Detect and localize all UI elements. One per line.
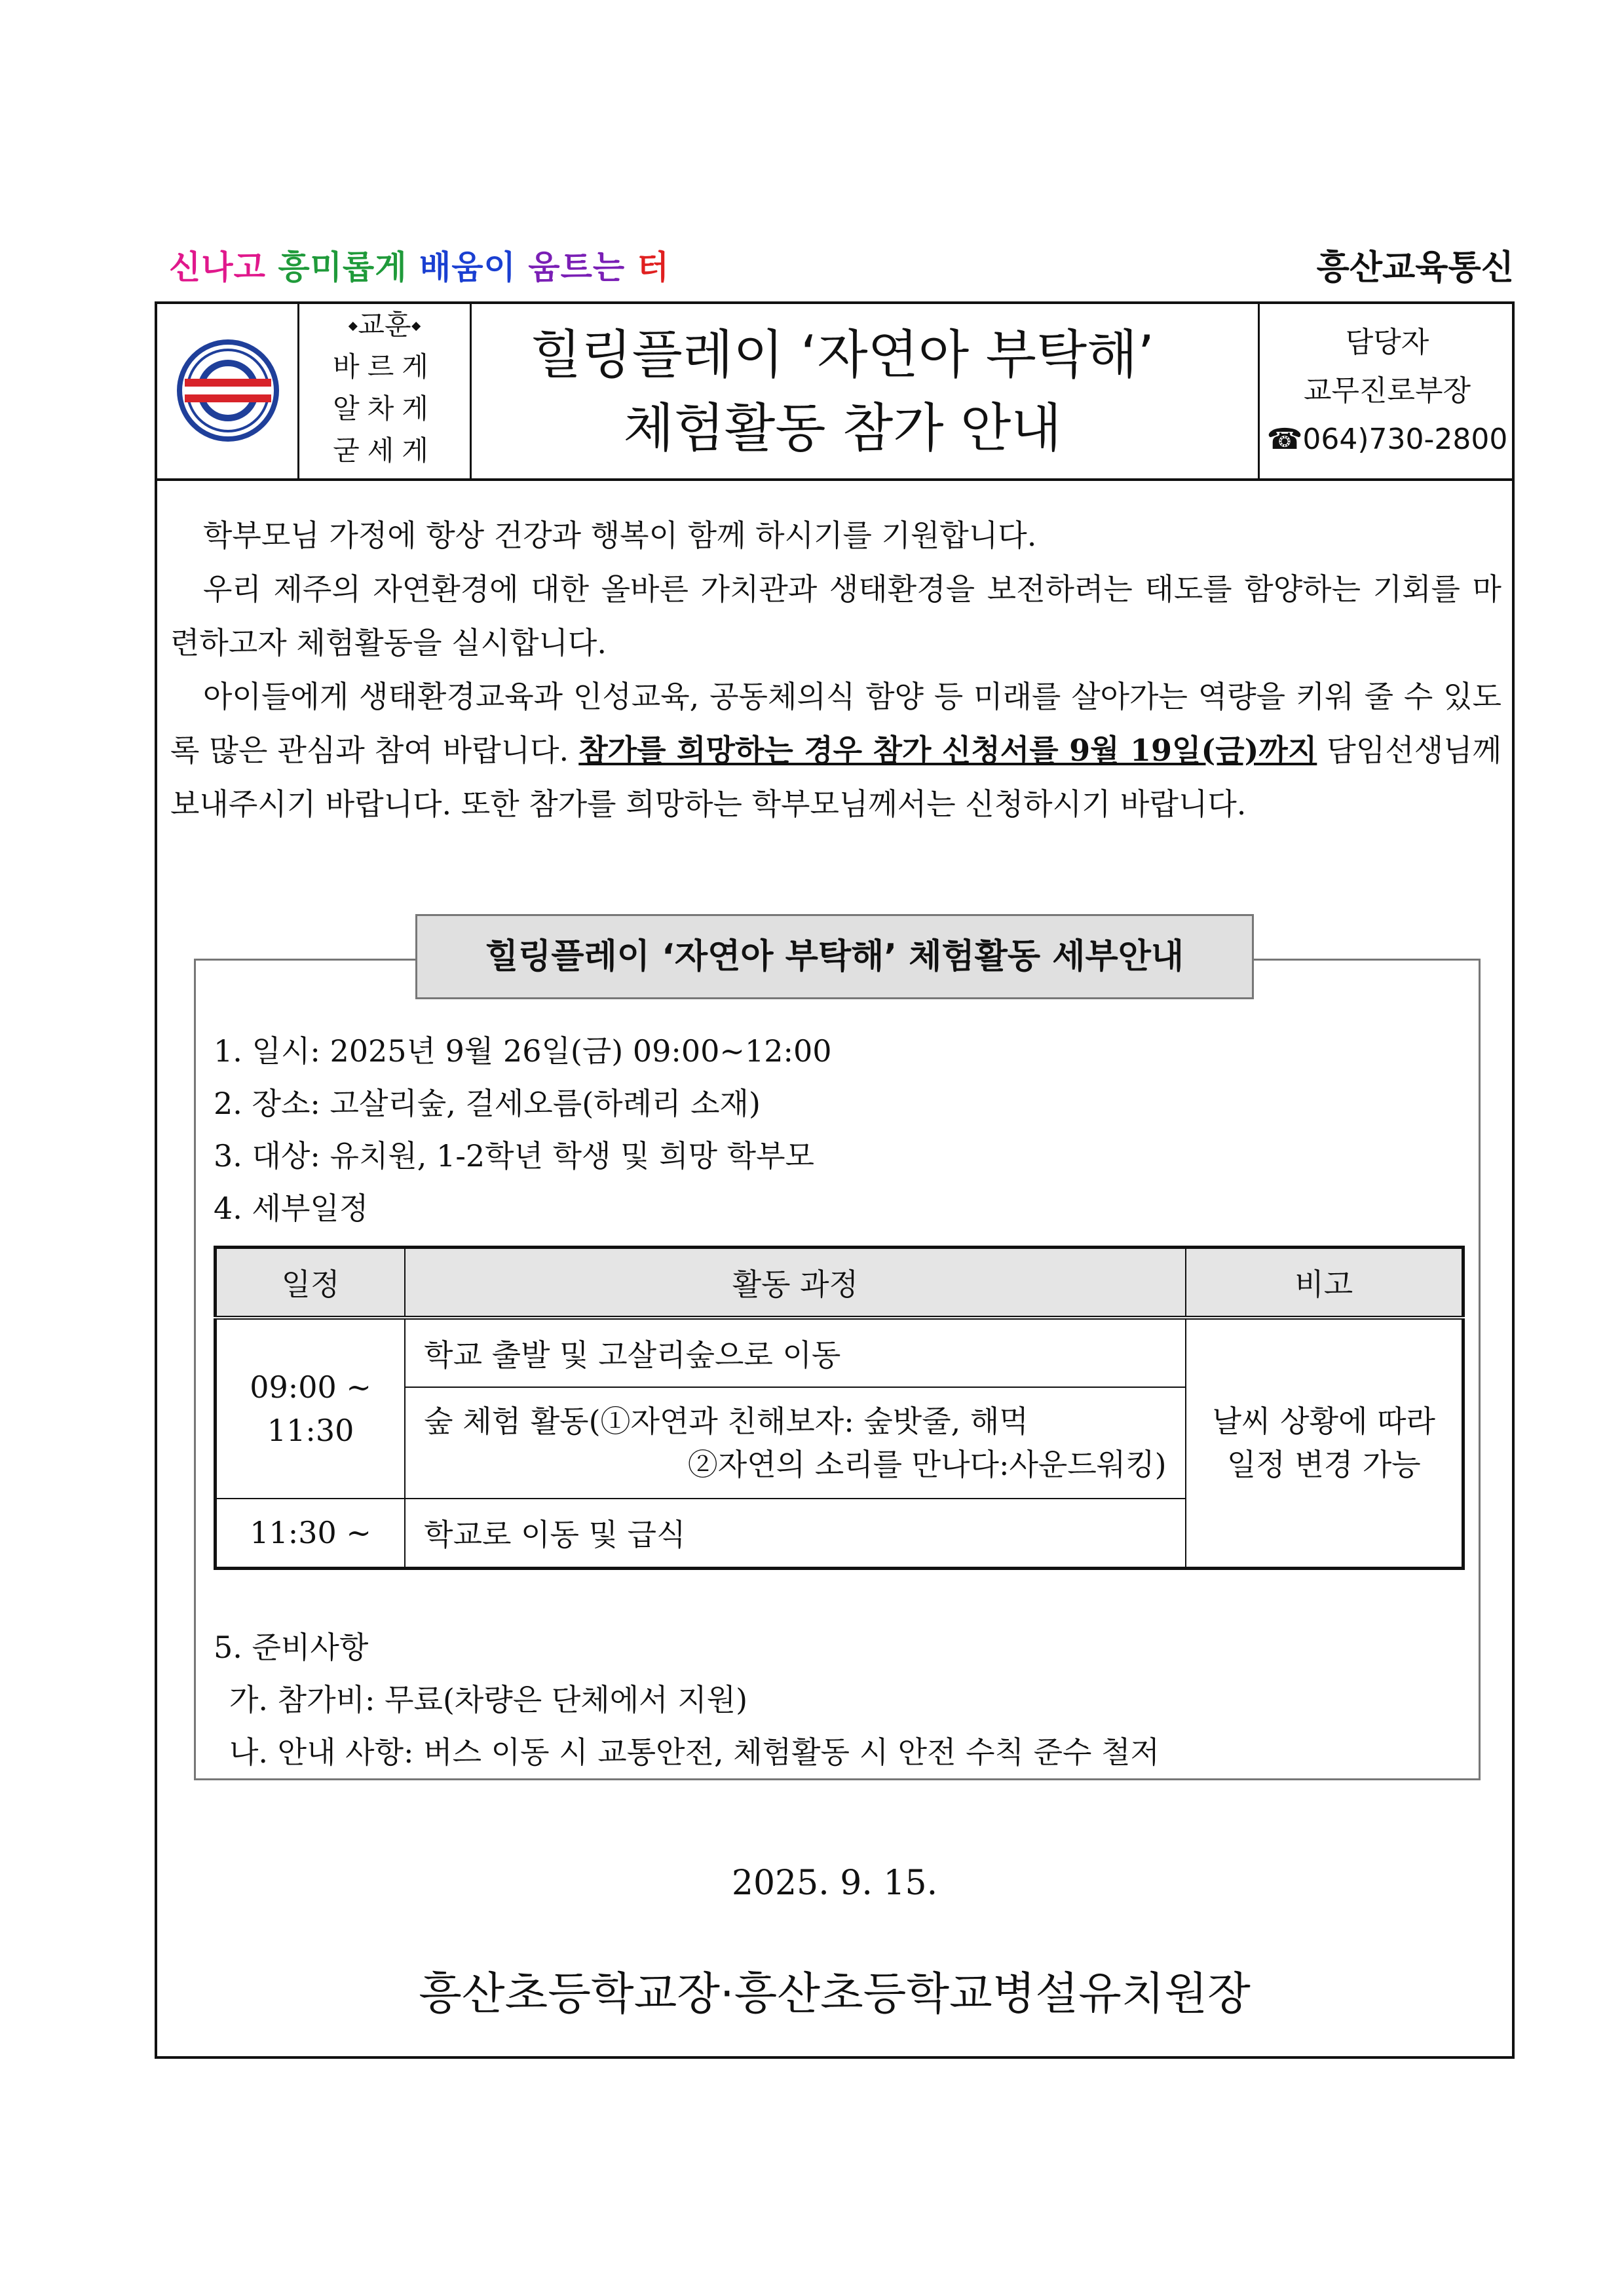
motto-line-2: 알차게 [333, 392, 436, 425]
notice-title [472, 304, 1213, 478]
activity-cell: 학교 출발 및 고살리숲으로 이동 [405, 1318, 1185, 1387]
notice-date: 2025. 9. 15. [731, 1864, 938, 1903]
publication-name: 흥산교육통신 [1316, 248, 1514, 288]
header-activity: 활동 과정 [405, 1248, 1185, 1318]
slogan-word-3: 배움이 [419, 248, 516, 286]
contact-role: 교무진로부장 [1303, 374, 1471, 408]
detail-date: 1. 일시: 2025년 9월 26일(금) 09:00~12:00 [214, 1033, 832, 1069]
slogan-word-4: 움트는 [528, 248, 626, 286]
body-paragraph-3: 아이들에게 생태환경교육과 인성교육, 공동체의식 함양 등 미래를 살아가는 역량을 키워 줄 수 있도록 많은 관심과 참여 바랍니다. 참가를 희망하는 경우 참가 신청서를 9월 19일(금)까지 담임선생님께 보내주시기 바랍니다. 또한 참가를 희망하는 학부모님께서는 신청하시기 바랍니다. [170, 679, 1502, 822]
motto-line-3: 굳세게 [333, 434, 436, 467]
notice-frame [155, 301, 1515, 2059]
deadline-emphasis: 참가를 희망하는 경우 참가 신청서를 9월 19일(금)까지 [578, 733, 1317, 768]
slogan-word-1: 신나고 [169, 248, 266, 286]
details-title: 힐링플레이 ‘자연아 부탁해’ 체험활동 세부안내 [415, 914, 1254, 999]
preparation-fee: 가. 참가비: 무료(차량은 단체에서 지원) [229, 1682, 748, 1717]
detail-target: 3. 대상: 유치원, 1-2학년 학생 및 희망 학부모 [214, 1138, 814, 1174]
title-line-1: 힐링플레이 ‘자연아 부탁해’ [531, 324, 1154, 385]
preparation-section [214, 1621, 1160, 1778]
table-row [216, 1318, 1463, 1387]
table-header-row [216, 1248, 1463, 1318]
motto-heading: ⬩교훈⬩ [348, 309, 421, 341]
header-time: 일정 [216, 1248, 406, 1318]
activity-cell: 숲 체험 활동(①자연과 친해보자: 숲밧줄, 해먹 ②자연의 소리를 만나다:사운드워킹) [405, 1387, 1185, 1499]
motto-line-1: 바르게 [333, 351, 436, 383]
school-slogan [169, 241, 670, 288]
detail-place: 2. 장소: 고살리숲, 걸세오름(하례리 소재) [214, 1086, 761, 1121]
activity-cell: 학교로 이동 및 급식 [405, 1499, 1185, 1568]
notice-header [157, 304, 1512, 481]
title-line-2: 체험활동 참가 안내 [623, 398, 1062, 459]
details-list [214, 1025, 832, 1234]
preparation-heading: 5. 준비사항 [214, 1630, 369, 1665]
detail-schedule-heading: 4. 세부일정 [214, 1191, 369, 1226]
slogan-word-2: 흥미롭게 [278, 248, 407, 286]
body-paragraph-1: 학부모님 가정에 항상 건강과 행복이 함께 하시기를 기원합니다. [203, 518, 1037, 553]
time-cell-1: 09:00 ~ 11:30 [216, 1318, 406, 1499]
contact-label: 담당자 [1345, 326, 1429, 359]
contact-box [1258, 304, 1515, 478]
note-cell: 날씨 상황에 따라 일정 변경 가능 [1186, 1318, 1463, 1568]
notice-body [170, 508, 1501, 831]
preparation-safety: 나. 안내 사항: 버스 이동 시 교통안전, 체험활동 시 안전 수칙 준수 철저 [229, 1734, 1160, 1770]
schedule-table [214, 1246, 1465, 1570]
time-cell-2: 11:30 ~ [216, 1499, 406, 1568]
body-paragraph-2: 우리 제주의 자연환경에 대한 올바른 가치관과 생태환경을 보전하려는 태도를 함양하는 기회를 마련하고자 체험활동을 실시합니다. [170, 571, 1501, 660]
school-motto-box [297, 304, 472, 478]
school-logo-icon [176, 338, 280, 443]
signer-name: 흥산초등학교장·흥산초등학교병설유치원장 [419, 1968, 1251, 2020]
slogan-word-5: 터 [637, 248, 670, 286]
header-note: 비고 [1186, 1248, 1463, 1318]
contact-phone: ☎064)730-2800 [1266, 423, 1508, 456]
